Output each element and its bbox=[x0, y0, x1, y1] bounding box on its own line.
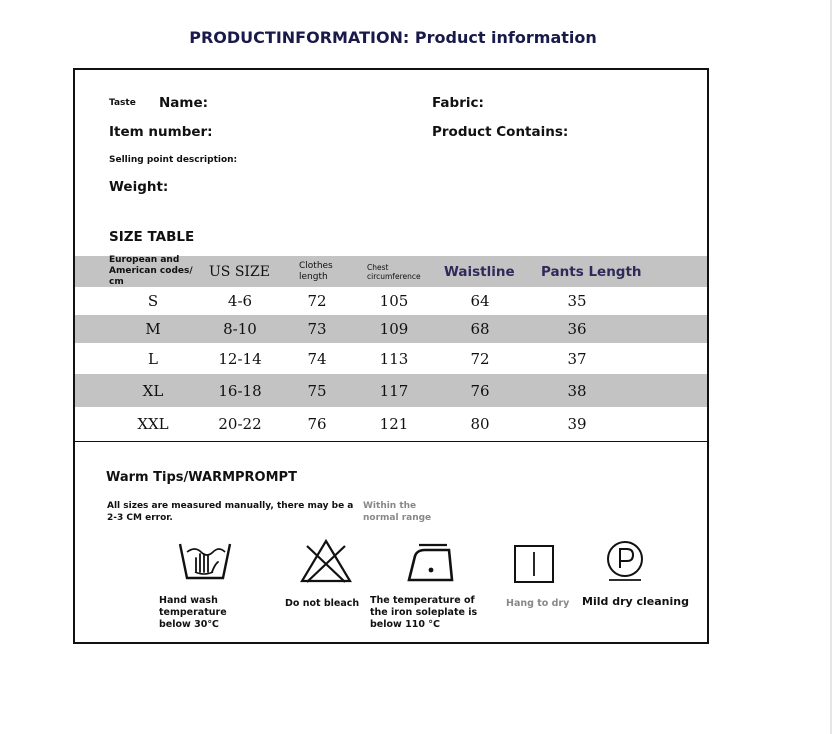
cell-waist: 80 bbox=[470, 415, 490, 433]
cell-chest: 109 bbox=[379, 320, 409, 338]
cell-size: M bbox=[145, 320, 161, 338]
dry-clean-icon bbox=[603, 538, 647, 582]
fabric-label: Fabric: bbox=[432, 95, 484, 111]
hang-to-dry-icon bbox=[513, 544, 555, 584]
size-table-header bbox=[75, 256, 707, 287]
cell-chest: 121 bbox=[379, 415, 409, 433]
table-row bbox=[75, 343, 707, 374]
cell-pants: 38 bbox=[567, 381, 587, 400]
table-row bbox=[75, 287, 707, 315]
header-eu-code: European and American codes/ cm bbox=[109, 255, 193, 287]
cell-waist: 64 bbox=[470, 292, 490, 310]
page-edge-line bbox=[830, 0, 832, 734]
cell-size: XXL bbox=[137, 415, 169, 433]
header-pants-length: Pants Length bbox=[541, 263, 642, 280]
cell-pants: 35 bbox=[567, 292, 587, 310]
taste-label: Taste bbox=[109, 98, 136, 108]
do-not-bleach-icon bbox=[299, 538, 353, 584]
cell-pants: 36 bbox=[567, 320, 587, 338]
cell-us: 12-14 bbox=[218, 349, 262, 368]
cell-us: 20-22 bbox=[218, 415, 262, 433]
cell-pants: 39 bbox=[567, 415, 587, 433]
iron-label: The temperature of the iron soleplate is below 110 °C bbox=[370, 595, 478, 630]
weight-label: Weight: bbox=[109, 179, 169, 195]
product-contains-label: Product Contains: bbox=[432, 124, 569, 140]
cell-waist: 68 bbox=[470, 320, 490, 338]
iron-icon bbox=[405, 542, 455, 584]
cell-size: L bbox=[148, 349, 158, 368]
cell-waist: 76 bbox=[470, 381, 490, 400]
warm-tips-title: Warm Tips/WARMPROMPT bbox=[106, 470, 297, 485]
cell-us: 4-6 bbox=[227, 292, 253, 310]
cell-clothes: 73 bbox=[307, 320, 327, 338]
table-row bbox=[75, 315, 707, 343]
cell-clothes: 75 bbox=[307, 381, 327, 400]
cell-clothes: 76 bbox=[307, 415, 327, 433]
cell-clothes: 74 bbox=[307, 349, 327, 368]
hand-wash-label: Hand wash temperature below 30℃ bbox=[159, 595, 227, 630]
hand-wash-icon bbox=[177, 538, 233, 584]
cell-size: XL bbox=[142, 381, 164, 400]
name-label: Name: bbox=[159, 95, 209, 111]
hang-to-dry-label: Hang to dry bbox=[506, 598, 570, 609]
header-clothes-length: Clothes length bbox=[299, 260, 333, 282]
item-number-label: Item number: bbox=[109, 124, 213, 140]
cell-waist: 72 bbox=[470, 349, 490, 368]
table-row bbox=[75, 374, 707, 407]
measure-note: All sizes are measured manually, there may be a 2-3 CM error. bbox=[107, 501, 354, 523]
selling-point-label: Selling point description: bbox=[109, 155, 238, 165]
section-divider bbox=[75, 441, 707, 442]
cell-chest: 105 bbox=[379, 292, 409, 310]
product-info-card bbox=[73, 68, 709, 644]
size-table-title: SIZE TABLE bbox=[109, 229, 195, 245]
header-chest: Chest circumference bbox=[367, 262, 421, 281]
cell-chest: 117 bbox=[379, 381, 409, 400]
do-not-bleach-label: Do not bleach bbox=[285, 598, 360, 609]
cell-pants: 37 bbox=[567, 349, 587, 368]
header-waistline: Waistline bbox=[444, 263, 515, 280]
cell-clothes: 72 bbox=[307, 292, 327, 310]
dry-clean-label: Mild dry cleaning bbox=[582, 595, 689, 608]
page-title: PRODUCTINFORMATION: Product information bbox=[189, 28, 597, 47]
cell-chest: 113 bbox=[379, 349, 409, 368]
table-row bbox=[75, 407, 707, 441]
cell-us: 16-18 bbox=[218, 381, 262, 400]
cell-us: 8-10 bbox=[223, 320, 257, 338]
cell-size: S bbox=[147, 292, 159, 310]
range-note: Within the normal range bbox=[363, 501, 432, 523]
header-us-size: US SIZE bbox=[209, 263, 270, 280]
